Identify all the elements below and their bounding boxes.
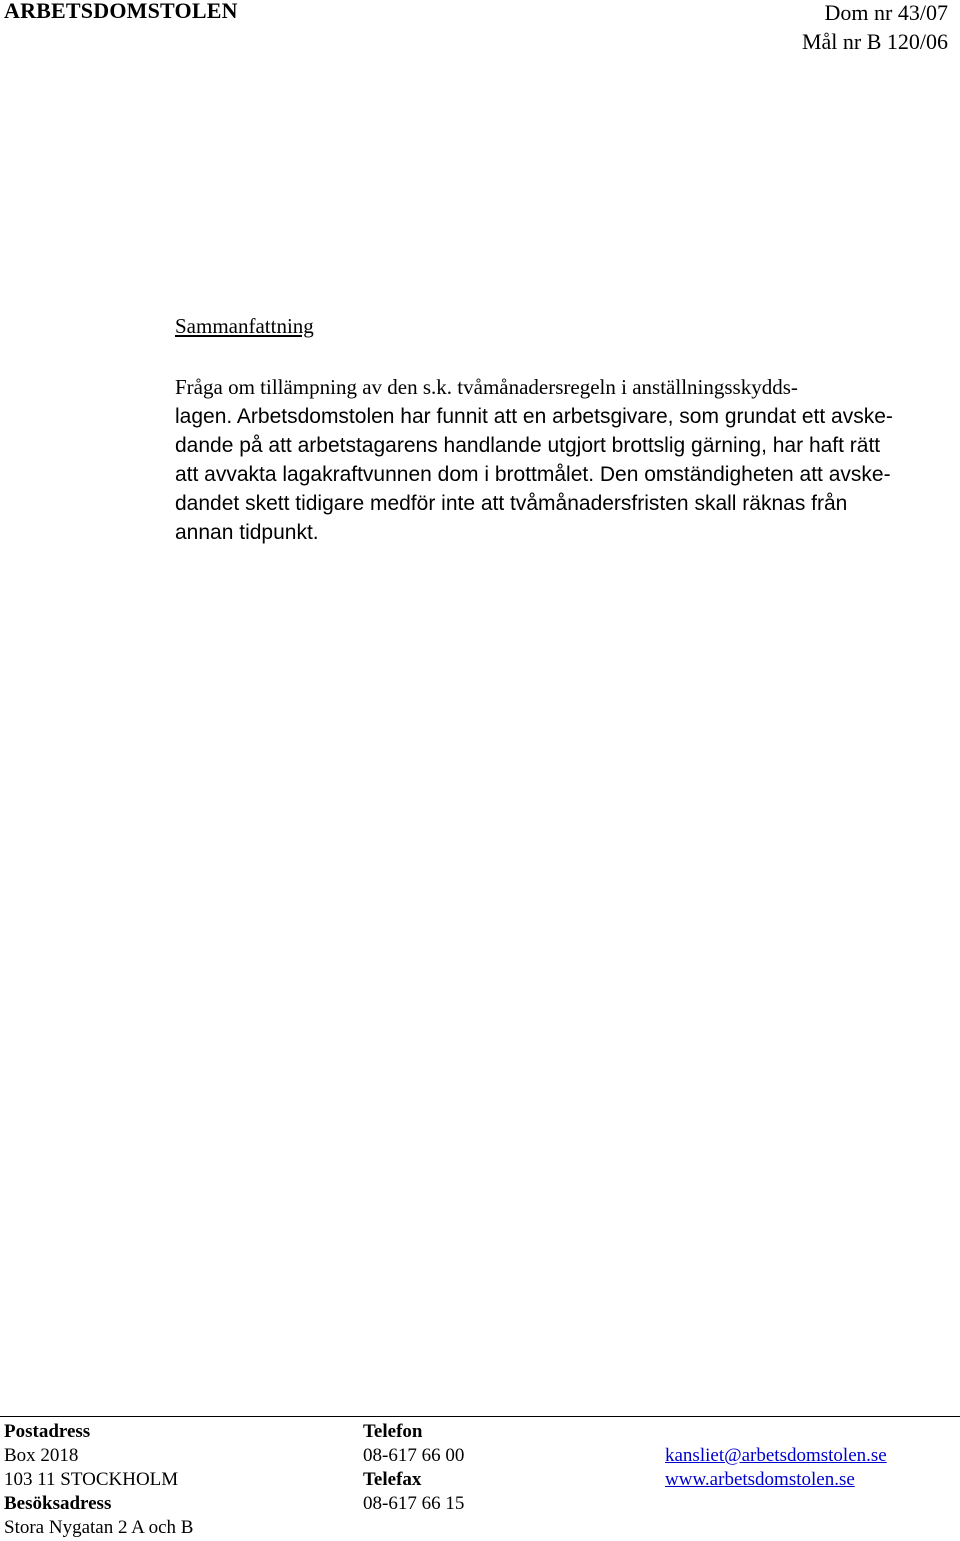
postal-box: Box 2018 [4,1445,79,1466]
visit-address-label: Besöksadress [4,1493,112,1514]
summary-line: lagen. Arbetsdomstolen har funnit att en arbetsgivare, som grundat ett avske- [175,405,893,428]
phone-number: 08-617 66 00 [363,1445,465,1466]
summary-line: dande på att arbetstagarens handlande utgjort brottslig gärning, har haft rätt [175,434,881,457]
summary-line: att avvakta lagakraftvunnen dom i brottmålet. Den omständigheten att avske- [175,463,891,486]
case-identifiers [802,0,948,56]
fax-label: Telefax [363,1469,422,1490]
footer-address-column [4,1420,193,1540]
summary-line: annan tidpunkt. [175,521,319,544]
email-link[interactable]: kansliet@arbetsdomstolen.se [665,1445,887,1466]
phone-label: Telefon [363,1421,423,1442]
judgment-number: Dom nr 43/07 [824,0,948,25]
website-link[interactable]: www.arbetsdomstolen.se [665,1469,855,1490]
footer-divider [0,1416,960,1417]
summary-line: dandet skett tidigare medför inte att tvåmånadersfristen skall räknas från [175,492,848,515]
footer-links-column [665,1444,887,1492]
postal-city: 103 11 STOCKHOLM [4,1469,179,1490]
court-name: ARBETSDOMSTOLEN [4,0,238,23]
case-number: Mål nr B 120/06 [801,29,948,54]
footer-contact-column [363,1420,464,1516]
summary-text [175,373,955,547]
visit-address: Stora Nygatan 2 A och B [4,1517,194,1538]
summary-line: Fråga om tillämpning av den s.k. tvåmånadersregeln i anställningsskydds- [175,375,798,399]
fax-number: 08-617 66 15 [363,1493,465,1514]
summary-heading: Sammanfattning [175,314,314,338]
postal-address-label: Postadress [4,1421,91,1442]
